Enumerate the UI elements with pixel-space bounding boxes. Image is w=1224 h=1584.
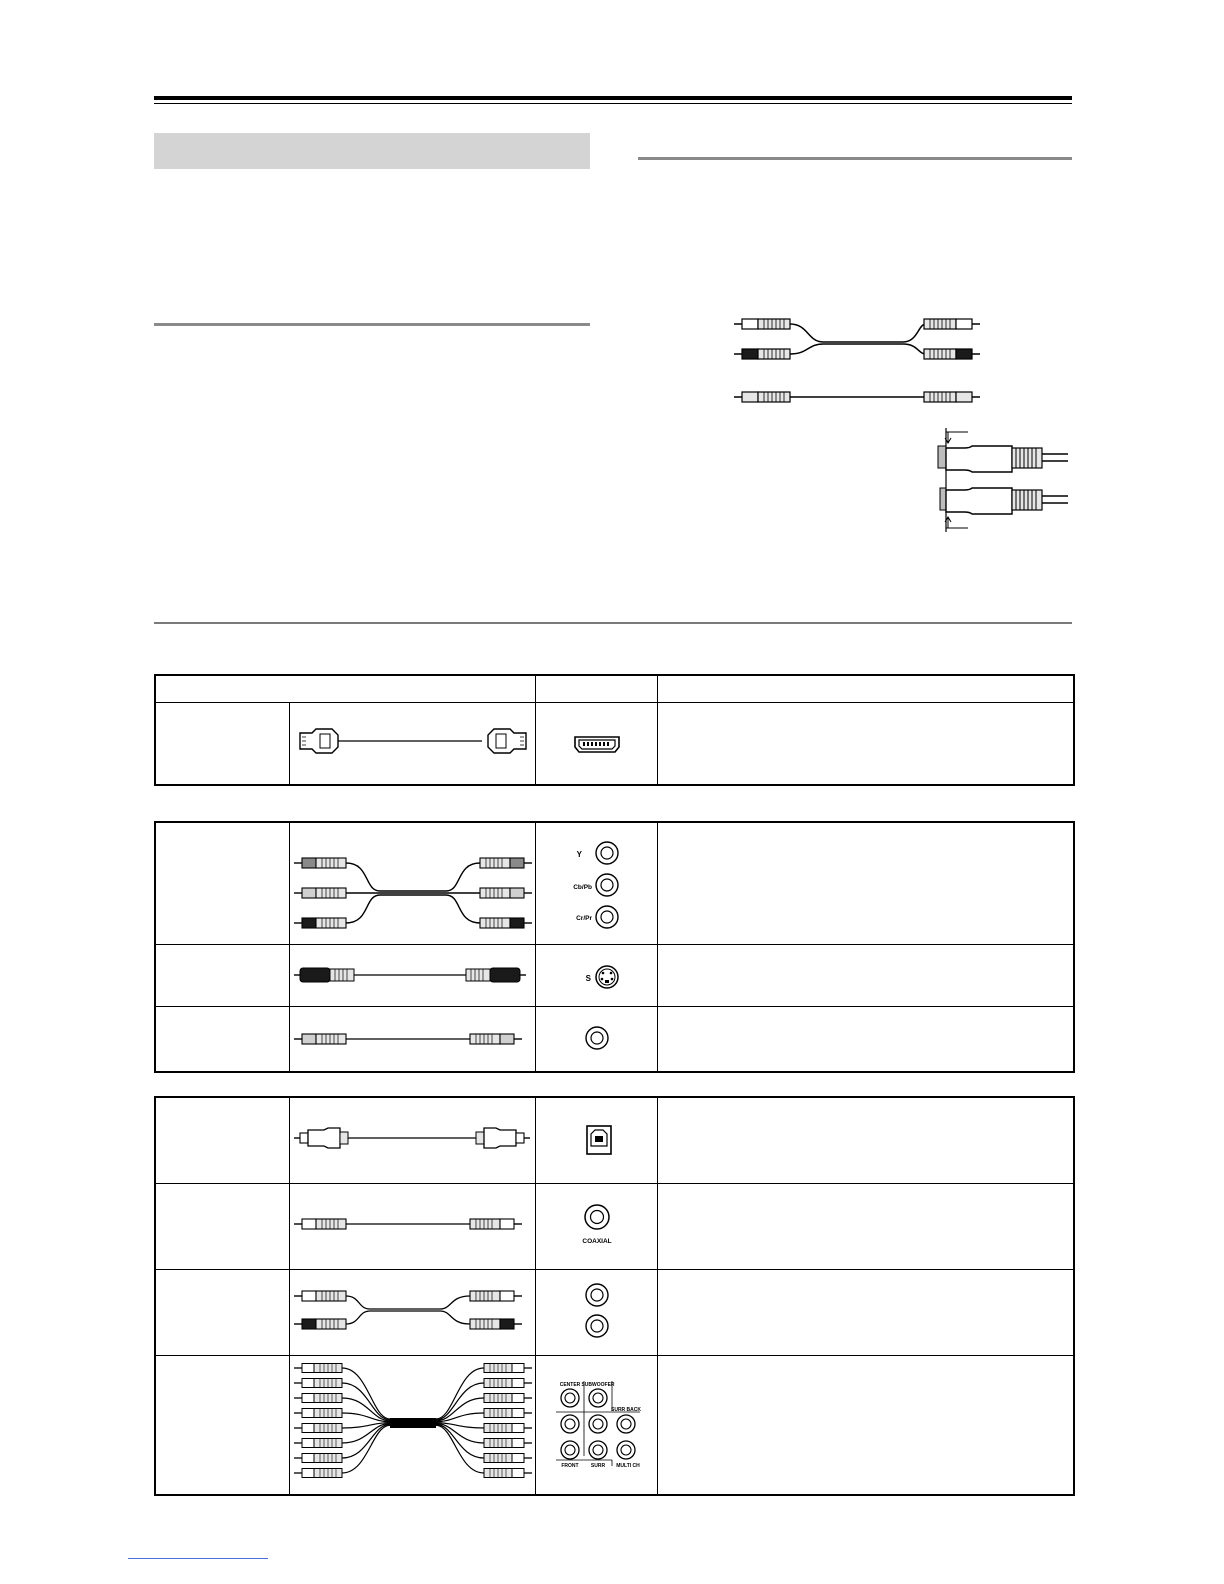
cable-image-cell — [289, 1097, 535, 1184]
multichannel-jacks-icon — [536, 1356, 658, 1489]
plug-dark-right-icon — [480, 918, 532, 928]
optical-cable-icon — [290, 1098, 536, 1178]
cable-image-cell — [289, 822, 535, 945]
plug-inserted-full-icon — [938, 446, 1068, 472]
cable-image-cell — [289, 1270, 535, 1356]
plug-black-right-bottom-icon — [924, 349, 980, 359]
analog-audio-jacks-icon — [536, 1270, 658, 1350]
cable-name-cell — [155, 1184, 289, 1270]
table-row — [155, 1097, 1074, 1184]
table-row — [155, 945, 1074, 1007]
component-video-cable-icon — [290, 823, 536, 939]
multichannel-cable-icon — [290, 1356, 536, 1489]
cable-image-cell — [289, 1007, 535, 1073]
multich-plug-pair-icon — [294, 1425, 532, 1477]
jack-label-coaxial: COAXIAL — [581, 1238, 612, 1245]
table-row — [155, 1184, 1074, 1270]
plug-grey-right-icon — [480, 858, 532, 868]
jack-label-multich: MULTI CH — [615, 1463, 640, 1469]
description-cell — [657, 703, 1074, 786]
header-rule-thick — [154, 96, 1072, 100]
plug-white-right-top-icon — [924, 319, 980, 329]
table-audio — [154, 1096, 1075, 1496]
table-row — [155, 1007, 1074, 1073]
description-cell — [657, 1356, 1074, 1496]
description-cell — [657, 1007, 1074, 1073]
svideo-jack-icon — [536, 945, 658, 1001]
jack-label-front: FRONT — [560, 1463, 579, 1469]
cable-name-cell — [155, 703, 289, 786]
table-header-cable — [155, 675, 535, 703]
section-divider-rule — [154, 622, 1072, 624]
rca-cable-illustration — [728, 306, 988, 416]
jack-label-cb: Cb/Pb — [572, 884, 592, 891]
description-cell — [657, 1184, 1074, 1270]
jack-label-subwoofer: SUBWOOFER — [580, 1382, 615, 1388]
plug-light-left-icon — [294, 888, 346, 898]
table-row — [155, 1270, 1074, 1356]
table-digital-video — [154, 674, 1075, 786]
analog-audio-cable-icon — [290, 1270, 536, 1350]
footer-link-underline — [128, 1558, 268, 1559]
table-row — [155, 822, 1074, 945]
cable-image-cell — [289, 1356, 535, 1496]
plug-dark-left-icon — [294, 918, 346, 928]
description-cell — [657, 1270, 1074, 1356]
single-rca-cable-icon — [734, 392, 980, 402]
section-heading-box — [154, 133, 590, 169]
plug-light-right-icon — [480, 888, 532, 898]
optical-jack-icon — [536, 1098, 658, 1178]
cable-image-cell — [289, 1184, 535, 1270]
cable-name-cell — [155, 945, 289, 1007]
multich-bundle-icon — [390, 1418, 436, 1428]
cable-image-cell — [289, 945, 535, 1007]
plug-grey-left-icon — [294, 858, 346, 868]
cable-image-cell — [289, 703, 535, 786]
jack-image-cell — [535, 1007, 657, 1073]
description-cell — [657, 1097, 1074, 1184]
jack-label-surr: SURR — [590, 1463, 605, 1469]
table-header-jack — [535, 675, 657, 703]
description-cell — [657, 945, 1074, 1007]
composite-video-jack-icon — [536, 1007, 658, 1066]
jack-label-surrback: SURR BACK — [610, 1407, 641, 1413]
composite-video-cable-icon — [290, 1007, 536, 1066]
coaxial-jack-icon — [536, 1184, 658, 1264]
jack-image-cell — [535, 703, 657, 786]
jack-image-cell — [535, 1270, 657, 1356]
jack-label-cr: Cr/Pr — [575, 915, 592, 922]
left-subheading-rule — [154, 323, 590, 326]
plug-insertion-illustration — [932, 424, 1072, 534]
jack-image-cell — [535, 1356, 657, 1496]
plug-white-left-top-icon — [734, 319, 790, 329]
coaxial-cable-icon — [290, 1184, 536, 1264]
jack-label-s: S — [585, 974, 591, 983]
jack-image-cell — [535, 945, 657, 1007]
table-row — [155, 1356, 1074, 1496]
hdmi-cable-icon — [290, 703, 536, 779]
jack-label-y: Y — [576, 850, 582, 859]
plug-inserted-partial-icon — [940, 488, 1068, 514]
component-video-jacks-icon — [536, 823, 658, 939]
cable-name-cell — [155, 1007, 289, 1073]
jack-image-cell — [535, 1097, 657, 1184]
jack-image-cell — [535, 1184, 657, 1270]
cable-name-cell — [155, 1356, 289, 1496]
svideo-cable-icon — [290, 945, 536, 1001]
table-row — [155, 703, 1074, 786]
plug-black-left-bottom-icon — [734, 349, 790, 359]
header-rule-thin — [154, 103, 1072, 104]
jack-label-center: CENTER — [559, 1382, 580, 1388]
jack-image-cell — [535, 822, 657, 945]
cable-name-cell — [155, 1097, 289, 1184]
description-cell — [657, 822, 1074, 945]
table-header-description — [657, 675, 1074, 703]
table-analog-video — [154, 821, 1075, 1073]
right-heading-rule — [638, 157, 1072, 160]
hdmi-jack-icon — [536, 703, 658, 779]
cable-name-cell — [155, 1270, 289, 1356]
cable-name-cell — [155, 822, 289, 945]
